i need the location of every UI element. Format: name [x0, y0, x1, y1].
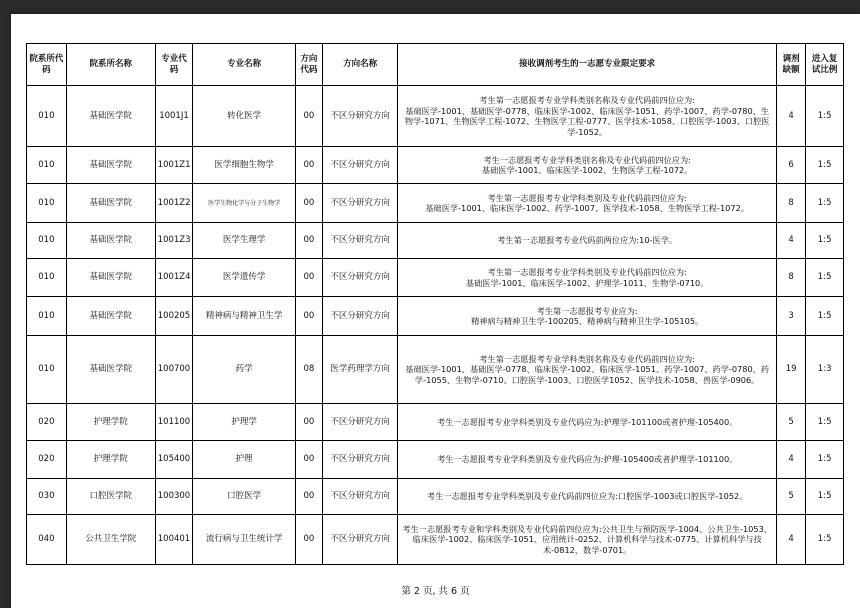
- cell-major-name: 医学生理学: [193, 223, 296, 259]
- table-row: [27, 297, 844, 336]
- cell-dept-code: 030: [27, 479, 67, 515]
- cell-dir-code: 00: [295, 441, 322, 479]
- cell-ratio: 1:5: [806, 404, 844, 441]
- cell-major-name: 护理学: [193, 404, 296, 441]
- cell-major-name: 口腔医学: [193, 479, 296, 515]
- cell-ratio: 1:5: [806, 479, 844, 515]
- cell-dir-name: 不区分研究方向: [323, 147, 398, 184]
- table-row: [27, 184, 844, 223]
- table-row: [27, 336, 844, 404]
- cell-dept-code: 010: [27, 86, 67, 147]
- cell-dept-code: 020: [27, 441, 67, 479]
- cell-ratio: 1:5: [806, 441, 844, 479]
- page-number: 第 2 页, 共 6 页: [401, 586, 470, 597]
- cell-dir-name: 不区分研究方向: [323, 479, 398, 515]
- cell-dept-code: 020: [27, 404, 67, 441]
- header-ratio: 进入复试比例: [806, 44, 844, 86]
- cell-dept-name: 基础医学院: [66, 223, 155, 259]
- cell-quota: 4: [777, 86, 806, 147]
- cell-requirement: 考生一志愿报考专业和学科类别及专业代码前四位应为:公共卫生与预防医学-1004、公共卫生-1053、临床医学-1002、临床医学-1051、应用统计-0252、计算机科学与技术-0775、计算机科学与技术-0812、数学-0701。: [398, 515, 777, 565]
- cell-ratio: 1:5: [806, 147, 844, 184]
- cell-quota: 8: [777, 259, 806, 297]
- cell-dept-code: 010: [27, 259, 67, 297]
- cell-dept-name: 护理学院: [66, 404, 155, 441]
- cell-dir-code: 00: [295, 147, 322, 184]
- cell-dir-name: 不区分研究方向: [323, 515, 398, 565]
- document-page: [11, 14, 860, 608]
- cell-quota: 4: [777, 515, 806, 565]
- cell-major-code: 100300: [155, 479, 193, 515]
- cell-dir-name: 医学药理学方向: [323, 336, 398, 404]
- cell-quota: 5: [777, 404, 806, 441]
- cell-major-code: 105400: [155, 441, 193, 479]
- cell-ratio: 1:5: [806, 259, 844, 297]
- cell-dir-name: 不区分研究方向: [323, 259, 398, 297]
- cell-major-name: 医学遗传学: [193, 259, 296, 297]
- cell-major-code: 100205: [155, 297, 193, 336]
- cell-quota: 4: [777, 441, 806, 479]
- cell-requirement: 考生第一志愿报考专业代码前两位应为:10-医学。: [398, 223, 777, 259]
- cell-dir-code: 08: [295, 336, 322, 404]
- cell-ratio: 1:5: [806, 297, 844, 336]
- viewer-top-bar: [0, 0, 860, 14]
- cell-major-code: 1001Z3: [155, 223, 193, 259]
- cell-dept-name: 口腔医学院: [66, 479, 155, 515]
- table-row: [27, 479, 844, 515]
- cell-dept-name: 基础医学院: [66, 147, 155, 184]
- cell-dept-code: 010: [27, 147, 67, 184]
- cell-requirement: 考生第一志愿报考专业应为: 精神病与精神卫生学-100205、精神病与精神卫生学-105105。: [398, 297, 777, 336]
- cell-dept-code: 010: [27, 297, 67, 336]
- cell-quota: 3: [777, 297, 806, 336]
- cell-major-code: 100401: [155, 515, 193, 565]
- cell-ratio: 1:5: [806, 515, 844, 565]
- cell-ratio: 1:3: [806, 336, 844, 404]
- cell-ratio: 1:5: [806, 223, 844, 259]
- header-major-code: 专业代码: [155, 44, 193, 86]
- cell-requirement: 考生一志愿报考专业学科类别及专业代码应为:护理学-101100或者护理-105400。: [398, 404, 777, 441]
- cell-dept-code: 010: [27, 336, 67, 404]
- header-dir-code: 方向代码: [295, 44, 322, 86]
- header-dept-name: 院系所名称: [66, 44, 155, 86]
- cell-dept-name: 基础医学院: [66, 184, 155, 223]
- cell-quota: 5: [777, 479, 806, 515]
- cell-dir-code: 00: [295, 259, 322, 297]
- cell-major-name: 医学生物化学与分子生物学: [193, 184, 296, 223]
- cell-dept-name: 基础医学院: [66, 86, 155, 147]
- header-major-name: 专业名称: [193, 44, 296, 86]
- header-requirement: 接收调剂考生的一志愿专业限定要求: [398, 44, 777, 86]
- cell-dept-code: 040: [27, 515, 67, 565]
- cell-requirement: 考生第一志愿报考专业学科类别名称及专业代码前四位应为: 基础医学-1001、基础医学-0778、临床医学-1002、临床医学-1051、药学-1007、药学-0780、生物学-1071、生物医学工程-1072、生物医学工程-0777、医学技术-1058、口腔医学-1003、口腔医学-1052。: [398, 86, 777, 147]
- cell-major-name: 流行病与卫生统计学: [193, 515, 296, 565]
- cell-dept-name: 公共卫生学院: [66, 515, 155, 565]
- cell-dir-name: 不区分研究方向: [323, 86, 398, 147]
- cell-requirement: 考生一志愿报考专业学科类别及专业代码应为:护理-105400或者护理学-101100。: [398, 441, 777, 479]
- cell-dir-name: 不区分研究方向: [323, 223, 398, 259]
- table-row: [27, 515, 844, 565]
- cell-dir-name: 不区分研究方向: [323, 184, 398, 223]
- cell-major-name: 精神病与精神卫生学: [193, 297, 296, 336]
- header-quota: 调剂缺额: [777, 44, 806, 86]
- table-header-row: [27, 44, 844, 86]
- table-row: [27, 147, 844, 184]
- cell-quota: 19: [777, 336, 806, 404]
- cell-dir-code: 00: [295, 184, 322, 223]
- cell-major-name: 医学细胞生物学: [193, 147, 296, 184]
- cell-dir-name: 不区分研究方向: [323, 297, 398, 336]
- cell-major-name: 药学: [193, 336, 296, 404]
- table-row: [27, 404, 844, 441]
- cell-major-code: 1001Z2: [155, 184, 193, 223]
- cell-requirement: 考生第一志愿报考专业学科类别及专业代码前四位应为: 基础医学-1001、临床医学-1002、护理学-1011、生物学-0710。: [398, 259, 777, 297]
- cell-dir-code: 00: [295, 223, 322, 259]
- table-row: [27, 223, 844, 259]
- cell-major-name: 护理: [193, 441, 296, 479]
- cell-quota: 6: [777, 147, 806, 184]
- cell-dept-name: 基础医学院: [66, 336, 155, 404]
- cell-requirement: 考生一志愿报考专业学科类别名称及专业代码前四位应为: 基础医学-1001、临床医学-1002、生物医学工程-1072。: [398, 147, 777, 184]
- cell-dir-code: 00: [295, 297, 322, 336]
- cell-ratio: 1:5: [806, 184, 844, 223]
- cell-dept-code: 010: [27, 184, 67, 223]
- cell-ratio: 1:5: [806, 86, 844, 147]
- cell-dir-code: 00: [295, 479, 322, 515]
- cell-dir-code: 00: [295, 404, 322, 441]
- cell-requirement: 考生一志愿报考专业学科类别及专业代码前四位应为:口腔医学-1003或口腔医学-1052。: [398, 479, 777, 515]
- cell-major-code: 101100: [155, 404, 193, 441]
- header-dept-code: 院系所代码: [27, 44, 67, 86]
- cell-major-code: 1001J1: [155, 86, 193, 147]
- cell-major-code: 1001Z4: [155, 259, 193, 297]
- cell-major-code: 100700: [155, 336, 193, 404]
- cell-dir-code: 00: [295, 86, 322, 147]
- table-row: [27, 86, 844, 147]
- cell-quota: 8: [777, 184, 806, 223]
- cell-dir-name: 不区分研究方向: [323, 404, 398, 441]
- cell-dept-name: 护理学院: [66, 441, 155, 479]
- admission-table: [26, 43, 844, 565]
- header-dir-name: 方向名称: [323, 44, 398, 86]
- cell-dir-code: 00: [295, 515, 322, 565]
- table-row: [27, 441, 844, 479]
- cell-dept-name: 基础医学院: [66, 259, 155, 297]
- cell-dir-name: 不区分研究方向: [323, 441, 398, 479]
- cell-requirement: 考生第一志愿报考专业学科类别及专业代码前四位应为: 基础医学-1001、临床医学-1002、药学-1007、医学技术-1058、生物医学工程-1072。: [398, 184, 777, 223]
- cell-major-code: 1001Z1: [155, 147, 193, 184]
- table-row: [27, 259, 844, 297]
- cell-dept-name: 基础医学院: [66, 297, 155, 336]
- cell-requirement: 考生第一志愿报考专业学科类别名称及专业代码前四位应为: 基础医学-1001、基础医学-0778、临床医学-1002、临床医学-1051、药学-1007、药学-0780、药学-1055、生物学-0710、口腔医学-1003、口腔医学1052、医学技术-1058、兽医学-0906。: [398, 336, 777, 404]
- cell-quota: 4: [777, 223, 806, 259]
- cell-dept-code: 010: [27, 223, 67, 259]
- cell-major-name: 转化医学: [193, 86, 296, 147]
